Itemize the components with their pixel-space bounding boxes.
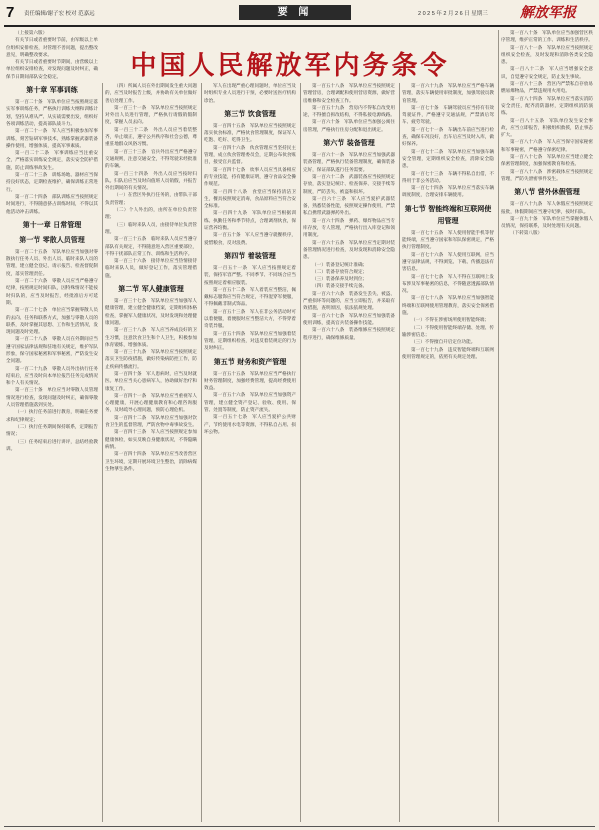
paragraph: 第一百四十二条 军队单位应当加强对饮食卫生的监督管理，严防食物中毒事故发生。 [105,415,197,429]
section-tag: 要 闻 [239,5,351,20]
headline: 中国人民解放军内务条令 [130,51,450,81]
paragraph: 第一百二十八条 零散人员在外期间应当遵守国家法律法规和驻地有关规定，维护军队形象，保守国家秘密和军事秘密，严防发生安全问题。 [6,337,98,365]
paragraph: 第一百八十四条 军队单位应当落实消防安全责任，配齐消防器材，定期组织消防演练。 [501,96,593,117]
paragraph: 第一百三十六条 接待单位应当热情接待临时来队人员，做好登记工作，落实管理措施。 [105,259,197,279]
paragraph: 第一百二十三条 训练场地、器材应当保持良好状态，定期检查维护，确保训练正常进行。 [6,173,98,193]
paragraph: 第一百六十五条 军队单位应当定期对装备管理情况进行检查，及时发现和消除安全隐患。 [303,240,395,261]
text-column-3 [204,83,296,822]
paragraph: 第一百八十二条 军人应当增强安全意识，自觉遵守安全规定，防止发生事故。 [501,67,593,80]
paragraph: 第一百七十七条 军人不得在互联网上发布涉及军事秘密的信息，不得随意透露部队情况。 [402,274,494,295]
chapter-heading: 第七节 智能终端和互联网使用管理 [404,204,492,225]
paragraph: 第一百七十一条 车辆出车前应当进行检查，确保车况良好，出车后应当及时入库，做好保养。 [402,127,494,148]
paragraph: 第一百五十一条 军人应当按照规定着装，保持军容严整。不同季节、不同场合应当按照规定着相应服装。 [204,265,296,286]
paragraph: 第一百七十条 车辆驾驶员应当持有有效驾驶证件，严格遵守交通法规，严禁酒后驾车、疲劳驾驶。 [402,105,494,126]
paragraph: 第一百三十二条 外出人员应当着装整齐，举止端正，遵守公共秩序和社会公德，尊重驻地群众风俗习惯。 [105,127,197,148]
paragraph: 第一百二十二条 军事训练应当注重安全，严格落实训练安全规定，落实安全防护措施，防止训练事故发生。 [6,151,98,171]
paragraph: （二）装备存放符合规定； [312,269,368,275]
paragraph: （下转第八版） [510,231,543,237]
paragraph: 第一百七十八条 军队单位应当加强智能终端和互联网使用管理教育，落实安全保密措施。 [402,296,494,317]
paragraph: （一）装备登记统计准确； [312,262,368,268]
paragraph: 第一百五十六条 军队单位应当加强资产管理，建立健全资产登记、验收、使用、保管、处置等制度，防止资产流失。 [204,393,296,413]
paragraph: 第一百二十条 军队单位应当按照规定落实军事训练任务，严格执行训练大纲和训练计划，坚持从难从严、从实战需要出发，组织好各项训练活动，提高部队战斗力。 [6,100,98,127]
paragraph: 第一百六十九条 军队单位应当严格车辆管理，落实车辆使用审批制度，加强驾驶员教育管理。 [402,84,494,104]
paragraph: 第一百三十九条 军队单位应当按照规定落实卫生防疫措施，做好传染病防控工作，防止疾病传播流行。 [105,350,197,370]
paragraph: 第一百八十七条 军队单位应当建立健全保密管理制度，加强保密教育和检查。 [501,155,593,168]
date-line: 2 0 2 5 年 2 月 2 6 日 星期三 [418,11,488,17]
paragraph: （三）临时来队人员，由接待单位负责管理。 [105,222,197,235]
paragraph: 第一百五十三条 军人在非公务活动时可以着便服，着便服时应当整洁大方，不得穿着奇装异服。 [204,309,296,330]
paragraph: 第一百六十二条 武器装备应当按照规定存放，落实登记统计、检查保养、交接手续等制度，严防丢失、被盗和损坏。 [303,174,395,195]
paragraph: （三）任务结束后进行讲评，总结经验教训。 [6,439,98,452]
text-column-5 [402,83,494,822]
paragraph: 第一百四十四条 军队单位应当改善营区卫生环境，定期开展环境卫生整治，消除病媒生物孳生条件。 [105,452,197,472]
chapter-heading: 第三节 饮食管理 [224,109,276,118]
paragraph: 第一百三十四条 外出人员应当按时归队。归队后应当及时向值班人员销假，并报告外出期间的有关情况。 [105,171,197,192]
paragraph: 第一百四十三条 军人应当按照规定参加健康体检，如实反映自身健康状况，不得隐瞒病情。 [105,430,197,450]
column-divider [498,30,499,822]
paragraph: 第一百四十八条 食堂应当保持清洁卫生，餐具按照规定消毒，食品原料应当符合安全标准。 [204,189,296,210]
paragraph: 第一百三十七条 军队单位应当加强军人健康管理，建立健全健康档案，定期组织体格检查，掌握军人健康状况，及时发现和处理健康问题。 [105,299,197,326]
paragraph: 第一百八十条 军队单位应当加强营区秩序管理，维护正常的工作、训练和生活秩序。 [501,31,593,44]
text-column-6 [501,30,593,822]
editors-line: 责任编辑/谢子宏 校对 范嘉远 [24,11,95,17]
paragraph: 第一百六十六条 装备发生丢失、被盗、严重损坏等问题的，应当立即报告，并采取有效措施，查明原因，依法依规处理。 [303,291,395,312]
paragraph: （三）装备保养及时到位； [312,277,368,283]
top-rule [4,25,595,27]
paragraph: 第一百五十九条 营房内不得私自改变用途，不得擅自拆改结构，不得私接电源线路。 [303,105,395,119]
paragraph: 第一百七十二条 军队单位应当加强车辆安全管理，定期组织安全检查，消除安全隐患。 [402,149,494,170]
paragraph: 第一百五十八条 军队单位应当按照规定管理营房，合理调配和使用营房资源，做好营房维修和安全检查工作。 [303,84,395,104]
chapter-heading: 第四节 着装管理 [224,251,276,260]
paragraph: 第一百八十一条 军队单位应当按照规定组织安全检查，及时发现和消除各类安全隐患。 [501,45,593,66]
paragraph: 第一百四十六条 伙食管理应当坚持民主管理，成立伙食管理委员会，定期公布伙食账目，接受官兵监督。 [204,145,296,166]
newspaper-logo: 解放军报 [520,5,576,21]
paragraph: 有关节日或者重要时节前，由军级以上单位组织安排检查，对管理不善问题，提出整改意见，明确整改要求。 [6,38,98,58]
chapter-heading: 第十章 军事训练 [26,86,78,95]
text-column-4 [303,83,395,822]
paragraph: 第一百五十四条 军队单位应当加强着装管理，定期组织检查，对违反着装规定的行为及时纠正。 [204,331,296,352]
paragraph: 第一百三十八条 军人应当养成良好的卫生习惯，注意饮食卫生和个人卫生，积极参加体育锻炼，增强体质。 [105,328,197,348]
paragraph: 第一百二十一条 军人应当积极参加军事训练，刻苦钻研军事技术，熟练掌握武器装备操作使用，增强体质，提高军事素质。 [6,129,98,149]
chapter-heading: 第五节 财务和资产管理 [213,357,287,366]
paragraph: （二）不得使用智能终端存储、处理、传输涉密信息； [402,325,494,338]
paragraph: 第一百九十条 军队单位应当掌握休假人员情况，保持联系，及时处理有关问题。 [501,216,593,230]
column-divider [399,83,400,822]
column-divider [300,83,301,822]
paragraph: 第一百五十条 军人应当遵守就餐秩序，爱惜粮食，反对浪费。 [204,233,296,246]
paragraph: 第一百三十五条 临时来队人员应当遵守部队有关规定，不得随意进入营区重要部位，不得干扰部队正常工作、训练和生活秩序。 [105,237,197,257]
paragraph: 第一百四十一条 军队单位应当重视军人心理健康，开展心理健康教育和心理咨询服务，及时疏导心理问题，预防心理危机。 [105,393,197,414]
text-column-1 [6,30,98,822]
paragraph: 第一百八十六条 军人应当保守国家秘密和军事秘密，严格遵守保密纪律。 [501,140,593,153]
paragraph: 第一百四十条 军人患病时，应当及时就医。单位应当关心患病军人，协助做好治疗和康复工作。 [105,371,197,392]
paragraph: 第一百四十五条 军队单位应当按照规定落实伙食标准，严格伙食管理制度，保证军人吃饱、吃好、吃得卫生。 [204,123,296,144]
paragraph: 第一百六十三条 军人应当爱护武器装备，熟悉装备性能，按照规定操作使用，严禁私自携带武器弹药外出。 [303,196,395,217]
chapter-heading: 第一节 零散人员管理 [19,235,85,244]
paragraph: 第一百八十五条 军队单位发生安全事故，应当立即报告，积极组织救援，防止事态扩大。 [501,118,593,139]
paragraph: （一）在营区外执行任务的，由带队干部负责管理； [105,193,197,206]
paragraph: 第一百七十四条 军队单位应当落实车辆调度制度，合理安排车辆使用。 [402,186,494,199]
paragraph: 第一百七十九条 违反智能终端和互联网使用管理规定的，依照有关规定处理。 [402,347,494,360]
paragraph: 第一百五十五条 军队单位应当严格执行财务管理制度，加强经费管理，提高经费使用效益。 [204,371,296,392]
paragraph: 第一百五十二条 军人着装应当整洁，佩戴标志服饰应当符合规定，不得混穿军便服，不得佩戴非制式饰品。 [204,287,296,308]
chapter-heading: 第八节 营外休假管理 [514,188,580,197]
chapter-heading: 第二节 军人健康管理 [118,285,184,294]
paragraph: 第一百六十四条 弹药、爆炸物品应当专库存放，专人管理，严格执行出入库登记和领用制度。 [303,218,395,239]
paragraph: （二）执行任务期间保持联系，定期报告情况； [6,424,98,438]
chapter-heading: 第六节 装备管理 [323,139,375,148]
text-column-2 [105,83,197,822]
paragraph: （一）不得在涉密场所使用智能终端； [411,318,490,324]
paragraph: 第一百八十九条 军人休假应当按照规定报批，休假期间应当遵守纪律，按时归队。 [501,202,593,215]
chapter-heading: 第十一章 日常管理 [22,220,82,229]
paragraph: 第一百四十九条 军队单位应当根据训练、执勤任务和季节特点，合理调剂伙食，保证营养均衡。 [204,211,296,232]
paragraph: 第一百二十六条 零散人员应当严格遵守纪律，按照规定时间归队，因特殊情况不能按时归队的，应当及时报告，经批准后方可延期。 [6,279,98,306]
paragraph: 第一百八十八条 涉密载体应当按照规定管理，严防失泄密事件发生。 [501,169,593,182]
paragraph: 第一百二十五条 军队单位应当加强对零散执行任务人员、外出人员、临时来队人员的管理，建立健全登记、请示报告、检查督促制度，落实管理责任。 [6,249,98,277]
paragraph: 第一百二十九条 零散人员外出执行任务结束后，应当及时向本单位报告任务完成情况和个人有关情况。 [6,366,98,387]
paragraph: 第一百六十一条 军队单位应当加强武器装备管理，严格执行装备管理制度，确保装备完好，保证部队遂行任务需要。 [303,153,395,173]
masthead [0,0,599,26]
bottom-rule [4,826,595,827]
column-divider [102,83,103,822]
paragraph: （四）所属人员在外出期间发生重大问题的，应当及时报告上级，并协助有关单位做好善后处理工作。 [105,84,197,104]
paragraph: （三）不得擅自开启定位功能。 [411,340,476,346]
paragraph: （四）装备交接手续完备。 [312,284,368,290]
paragraph: 第一百七十三条 车辆不得私自出借，不得用于非公务活动。 [402,171,494,184]
paragraph: 第一百五十七条 军人应当爱护公共财产，节约使用水电等资源，不得私自占用、损坏公物。 [204,415,296,435]
paragraph: 第一百六十七条 军队单位应当加强装备使用训练，提高官兵装备操作技能。 [303,313,395,326]
paragraph: 第一百三十条 单位应当对零散人员管理情况进行检查，发现问题及时纠正，确保零散人员管理措施落到实处。 [6,388,98,409]
paragraph: 有关节日或者重要时节期间，由营级以上单位组织安排检查，对发现问题及时纠正，确保节日期间部队安全稳定。 [6,60,98,80]
paragraph: 第一百三十三条 官兵外出应当严格遵守交通规则，注意交通安全，不得驾驶未经批准的车辆。 [105,149,197,170]
column-divider [201,83,202,822]
paragraph: 第一百七十六条 军人使用互联网，应当遵守法律法规，不得浏览、下载、传播违法有害信息。 [402,252,494,273]
paragraph: （二）个人外出的，由所在单位负责管理； [105,208,197,221]
paragraph: 第一百四十七条 炊事人员应当具备相应的专业技能，持有健康证明，遵守食品安全操作规范。 [204,167,296,188]
paragraph: 第一百七十五条 军人使用智能手机等智能终端，应当遵守国家和军队保密规定，严格执行管理制度。 [402,230,494,251]
paragraph: （上接第六版） [15,31,48,36]
paragraph: 第一百八十三条 营区内严禁私自存放易燃易爆物品，严禁违规用火用电。 [501,82,593,95]
paragraph: 军人在出现严重心理问题时，单位应当及时组织专业人员进行干预，必要时送医疗机构诊治。 [204,84,296,104]
paragraph: 第一百六十八条 装备维修应当按照规定程序进行，确保维修质量。 [303,328,395,341]
paragraph: （一）执行任务前进行教育，明确任务要求和纪律规定； [6,410,98,423]
paragraph: 第一百二十四条 部队训练应当按照规定时间进行，不得随意挤占训练时间，不得以其他活动冲击训练。 [6,194,98,215]
paragraph: 第一百三十一条 军队单位应当按照规定对外出人员进行管理，严格执行请假销假制度，掌握人员去向。 [105,105,197,126]
page-number: 7 [6,4,15,21]
paragraph: 第一百二十七条 单位应当掌握零散人员的去向、任务和联系方式，加强与零散人员的联系，及时掌握其思想、工作和生活情况，发现问题及时处理。 [6,308,98,336]
paragraph: 第一百六十条 军队单位应当加强公寓住房管理，严格执行住房分配和退出规定。 [303,120,395,133]
